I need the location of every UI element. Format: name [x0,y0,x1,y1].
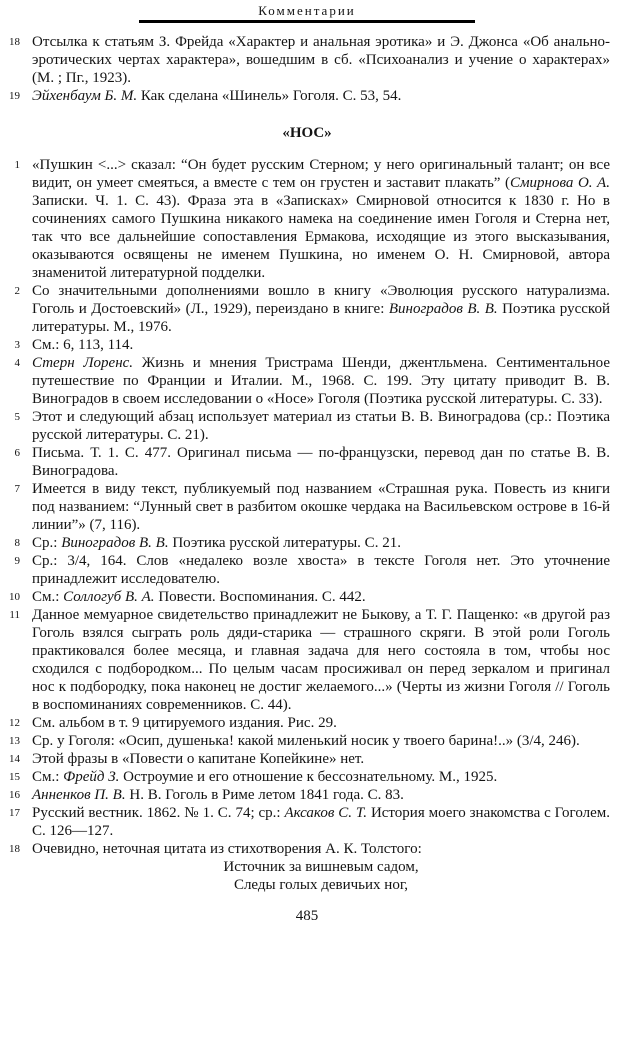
note-text [32,336,610,354]
note-number: 18 [9,36,20,48]
note-item [4,444,610,480]
note-text-italic-segment: Стерн Лоренс. [32,355,134,371]
note-text [32,588,610,606]
note-text-segment: Очевидно, неточная цитата из стихотворения А. К. Толстого: [32,841,422,857]
note-number: 9 [14,555,20,567]
note-item [4,552,610,588]
section-title: «НОС» [282,125,332,141]
note-number: 4 [14,357,20,369]
note-text-segment: Ср.: [32,535,62,551]
note-number: 3 [14,339,20,351]
note-text-segment: Ср. у Гоголя: «Осип, душенька! какой миленький носик у твоего барина!..» (3/4, 246). [32,733,580,749]
note-text-segment: Письма. Т. 1. С. 477. Оригинал письма — по-французски, перевод дан по статье В. В. Виноградова. [32,445,610,479]
note-text-italic-segment: Смирнова О. А. [509,175,610,191]
note-text-segment: Жизнь и мнения Тристрама Шенди, джентльмена. Сентиментальное путешествие по Франции и Италии. М., 1968. С. 199. Эту цитату приводит В. В. Виноградов в своем исследовании о «Носе» Гоголя (Поэтика русской литературы. С. 33). [32,355,610,407]
note-number: 14 [9,753,20,765]
note-text-segment: Повести. Воспоминания. С. 442. [154,589,366,605]
note-text [32,714,610,732]
note-item [4,87,610,105]
note-text-italic-segment: Виноградов В. В. [61,535,169,551]
note-item [4,732,610,750]
note-text-segment: «Пушкин <...> сказал: “Он будет русским Стерном; у него оригинальный талант; он все видит, он умеет смеяться, а вместе с тем он грустен и заставит плакать” ( [32,157,610,191]
note-number: 1 [14,159,20,171]
note-text-segment: См.: 6, 113, 114. [32,337,134,353]
note-number: 6 [14,447,20,459]
note-text-italic-segment: Анненков П. В. [32,787,126,803]
note-text [32,786,610,804]
note-item [4,588,610,606]
note-item [4,480,610,534]
note-item [4,408,610,444]
verse-line: Следы голых девичьих ног, [233,877,409,893]
note-text [32,354,610,408]
note-text-italic-segment: Виноградов В. В. [388,301,498,317]
note-text-segment: Н. В. Гоголь в Риме летом 1841 года. С. 83. [125,787,404,803]
note-text [32,768,610,786]
note-text-segment: История моего знакомства с Гоголем. С. 126—127. [32,805,611,839]
note-text-segment: Остроумие и его отношение к бессознательному. М., 1925. [119,769,498,785]
note-item [4,156,610,282]
note-number: 10 [9,591,20,603]
note-item [4,840,610,894]
note-text [32,804,610,840]
note-text [32,606,610,714]
note-item [4,33,610,87]
note-text [32,552,610,588]
note-text-segment: Ср.: 3/4, 164. Слов «недалеко возле хвоста» в тексте Гоголя нет. Это уточнение принадлежит исследователю. [32,553,610,587]
note-item [4,606,610,714]
note-item [4,534,610,552]
note-text-segment: См.: [32,769,64,785]
note-text [32,282,610,336]
note-text-segment: Отсылка к статьям З. Фрейда «Характер и анальная эротика» и Э. Джонса «Об анально-эротических чертах характера», вошедшим в сб. «Психоанализ и учение о характерах» (М. ; Пг., 1923). [32,34,610,86]
note-text [32,156,610,282]
note-text-segment: Этой фразы в «Повести о капитане Копейкине» нет. [32,751,365,767]
note-item [4,354,610,408]
page-number: 485 [295,908,319,924]
note-text-segment: Русский вестник. 1862. № 1. С. 74; ср.: [32,805,285,821]
note-number: 13 [9,735,20,747]
note-item [4,750,610,768]
note-text [32,534,610,552]
running-head-title: Комментарии [258,3,356,18]
note-text-segment: Со значительными дополнениями вошло в книгу «Эволюция русского натурализма. Гоголь и Достоевский» (Л., 1929), переиздано в книге: [32,283,610,317]
note-text-segment: См. альбом в т. 9 цитируемого издания. Рис. 29. [32,715,337,731]
note-number: 18 [9,843,20,855]
verse-quote [32,858,610,894]
note-number: 12 [9,717,20,729]
note-text-italic-segment: Аксаков С. Т. [284,805,368,821]
note-text-segment: Имеется в виду текст, публикуемый под названием «Страшная рука. Повесть из книги под названием: “Лунный свет в разбитом окошке чердака на Васильевском острове в 16-й линии”» (7, 116). [32,481,610,533]
note-number: 19 [9,90,20,102]
note-item [4,336,610,354]
note-text [32,408,610,444]
note-text [32,33,610,87]
note-text [32,87,610,105]
note-item [4,804,610,840]
note-text [32,732,610,750]
note-text-italic-segment: Эйхенбаум Б. М. [32,88,138,104]
note-text-italic-segment: Соллогуб В. А. [63,589,155,605]
note-item [4,714,610,732]
note-text-segment: Данное мемуарное свидетельство принадлежит не Быкову, а Т. Г. Пащенко: «в другой раз Гоголь взялся сыграть роль дяди-старика — страшного скряги. В этой роли Гоголь практиковался более месяца, и главная задача для него состояла в том, чтобы нос сходился с подбородком... По целым часам просиживал он перед зеркалом и пригинал нос к подбородку, пока наконец не достиг желаемого...» (Черты из жизни Гоголя // Гоголь в воспоминаниях современников. С. 44). [32,607,610,713]
note-number: 2 [14,285,20,297]
note-text-italic-segment: Фрейд З. [63,769,120,785]
note-item [4,282,610,336]
note-text-segment: Поэтика русской литературы. М., 1976. [32,301,610,335]
notes-list-main [4,156,610,894]
note-number: 8 [14,537,20,549]
note-number: 16 [9,789,20,801]
notes-list-top [4,33,610,105]
note-item [4,768,610,786]
note-text-segment: См.: [32,589,64,605]
note-text [32,480,610,534]
note-text [32,444,610,480]
note-number: 11 [9,609,20,621]
note-text-segment: Записки. Ч. 1. С. 43). Фраза эта в «Записках» Смирновой относится к 1830 г. Но в сочинениях самого Пушкина никакого намека на соединение имен Гоголя и Стерна нет, так что все дальнейшие сопоставления Ермакова, исходящие из этого высказывания, оказываются освящены не именем Пушкина, но именем О. Н. Смирновой, автора знаменитой литературной подделки. [32,193,610,281]
note-text [32,750,610,768]
note-item [4,786,610,804]
note-number: 7 [14,483,20,495]
note-number: 15 [9,771,20,783]
note-text-segment: Этот и следующий абзац использует материал из статьи В. В. Виноградова (ср.: Поэтика русской литературы. С. 21). [32,409,610,443]
note-text-segment: Поэтика русской литературы. С. 21. [168,535,401,551]
verse-line: Источник за вишневым садом, [223,859,419,875]
running-head [4,4,610,23]
header-rule [139,20,475,23]
note-text [32,840,610,894]
note-number: 5 [14,411,20,423]
note-number: 17 [9,807,20,819]
note-text-segment: Как сделана «Шинель» Гоголя. С. 53, 54. [137,88,402,104]
